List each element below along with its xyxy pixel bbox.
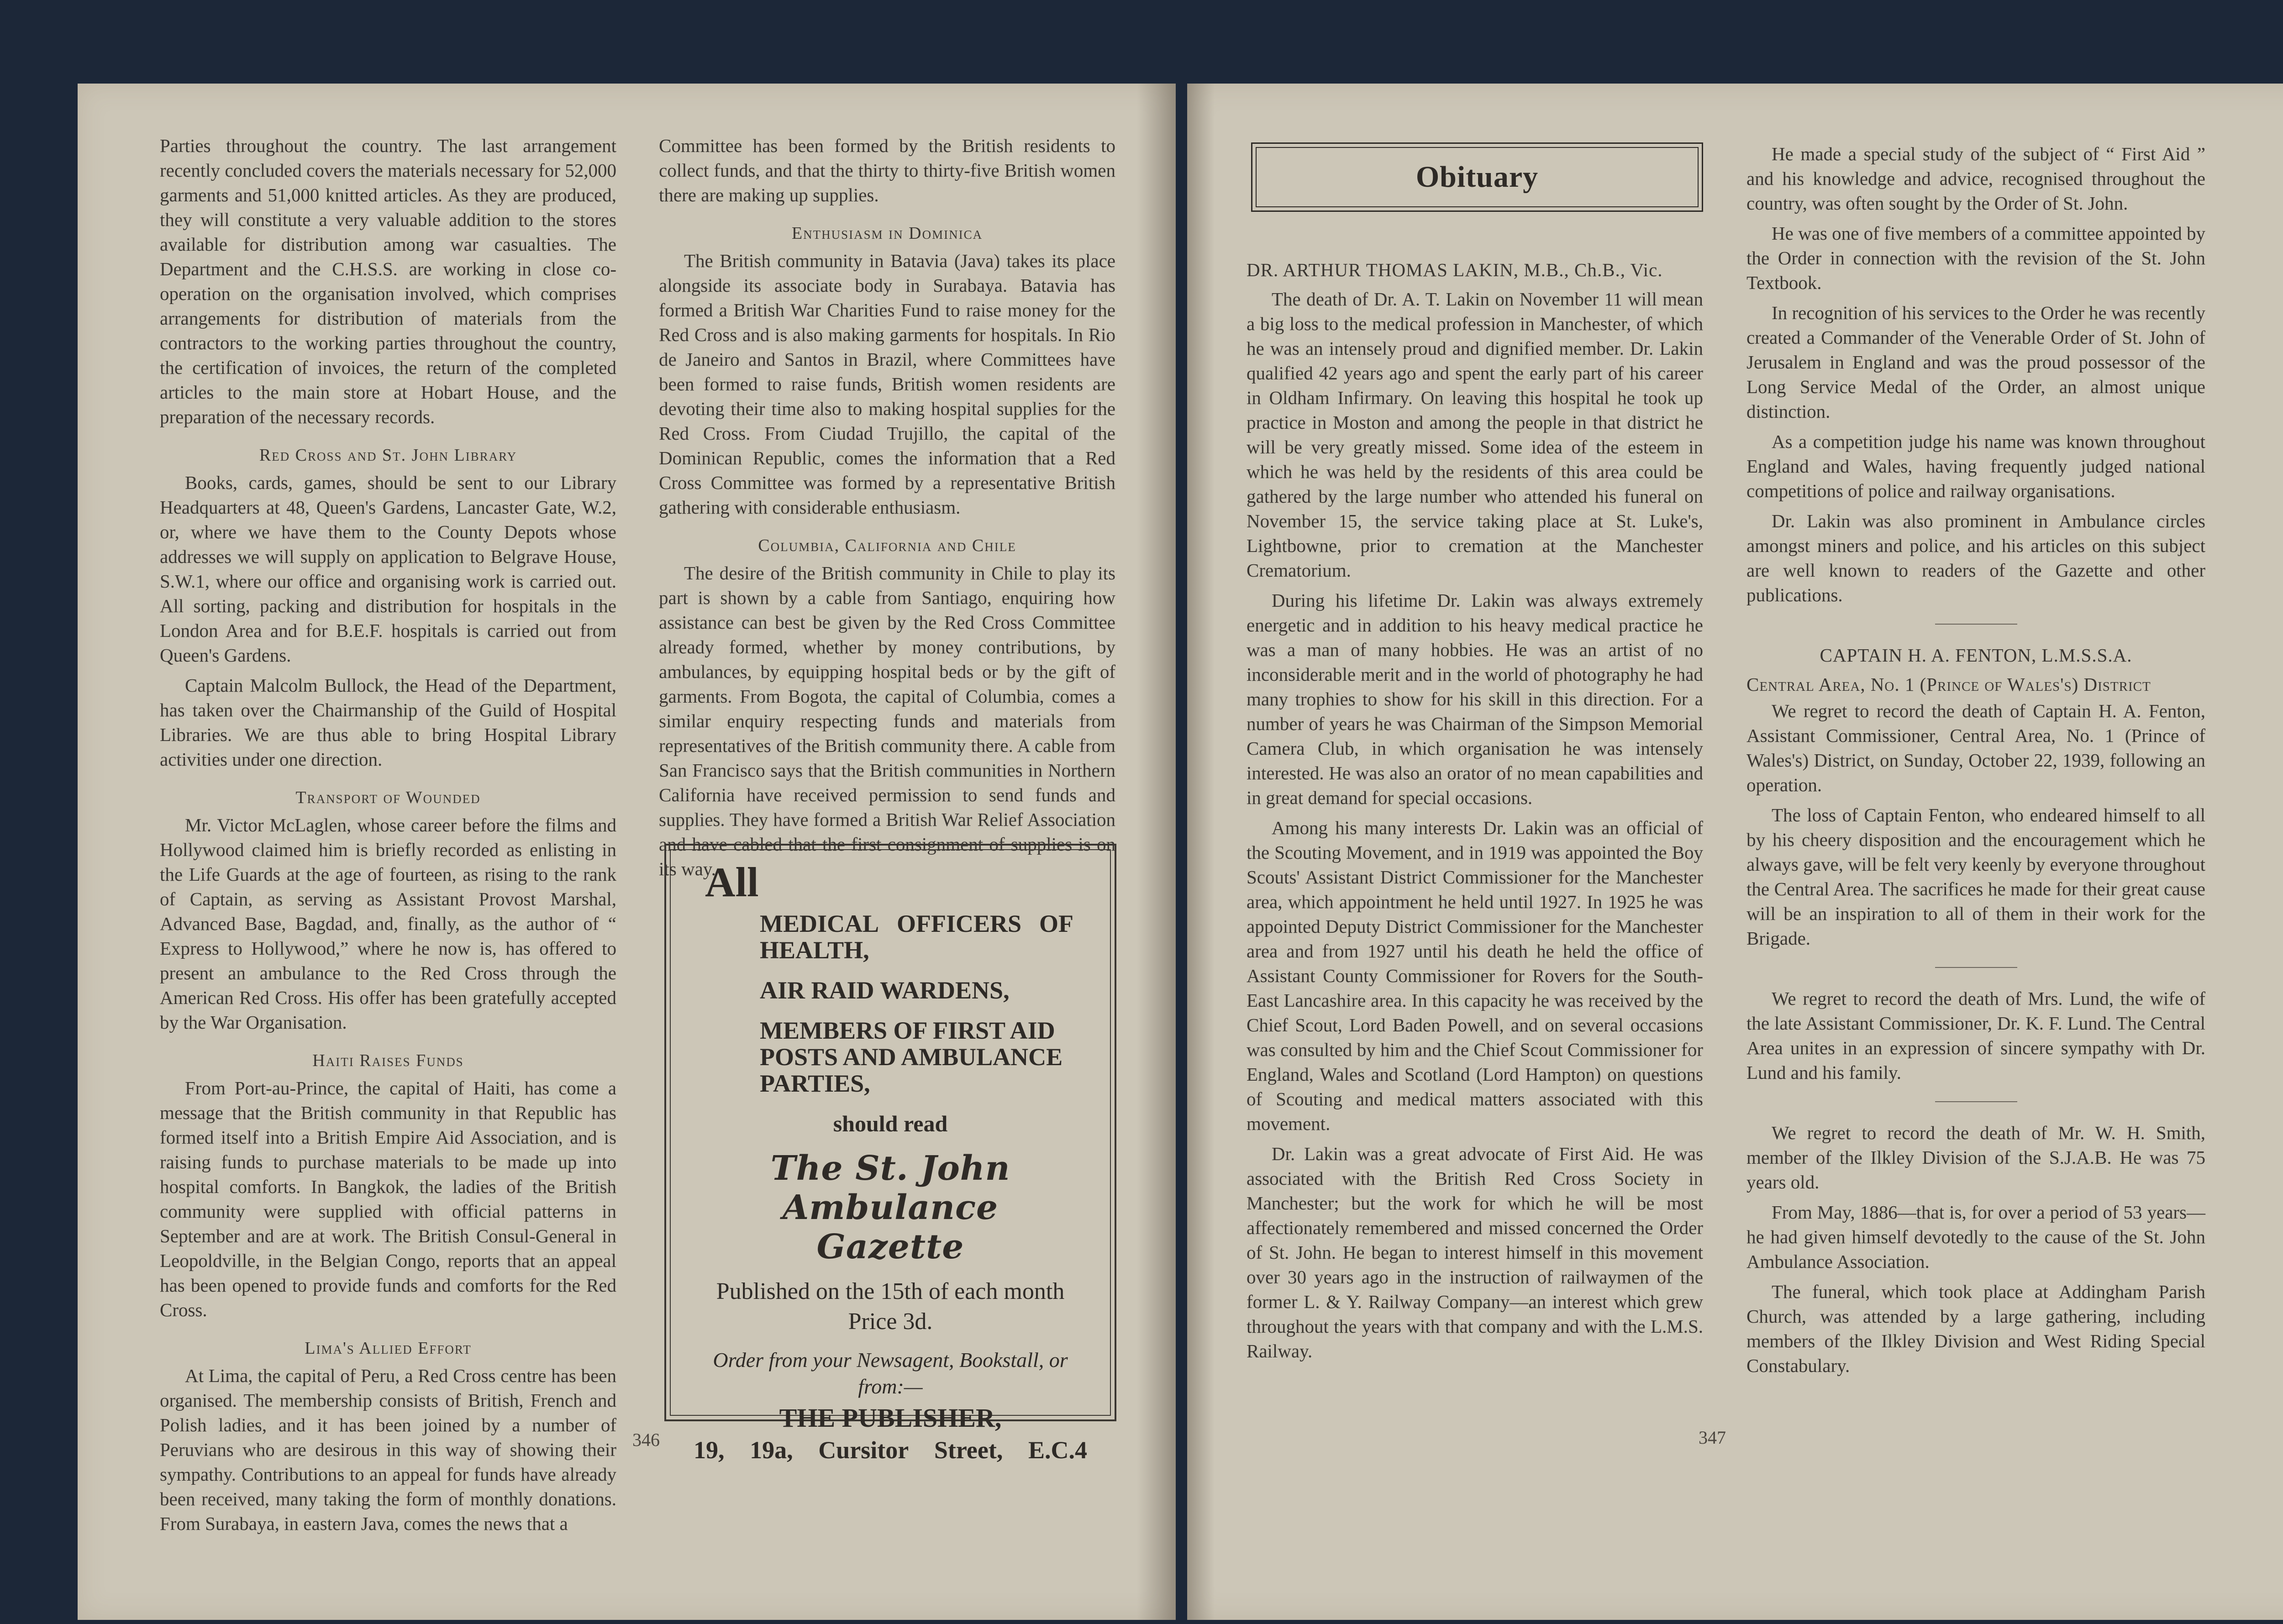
ad-gazette-name: The St. John Ambulance bbox=[770, 1149, 1010, 1227]
paragraph: From May, 1886—that is, for over a period of 53 years—he had given himself devotedly to the cause of the St. John Ambulance Association. bbox=[1746, 1202, 2205, 1272]
paragraph: Among his many interests Dr. Lakin was an official of the Scouting Movement, and in 1919 was appointed the Boy Scouts' Assistant District Commissioner for the Manchester area, which appointment he held until 1927. In 1925 he was appointed Deputy District Commissioner for the Manchester area and from 1927 until his death he held the office of Assistant County Commissioner for Rovers for the South-East Lancashire area. In this capacity he was received by the Chief Scout, Lord Baden Powell, and on several occasions was consulted by him and the Chief Scout Commissioner for England, Wales and Scotland (Lord Hampton) on questions of Scouting and medical matters associated with this movement. bbox=[1247, 817, 1703, 1134]
ad-line-parties: PARTIES, bbox=[760, 1070, 870, 1097]
paragraph: The desire of the British community in Chile to play its part is shown by a cable from Santiago, enquiring how assistance can best be given by the Red Cross Committee already formed, whether by money contributions, by ambulances, by equipping hospital beds or by the gift of garments. From Bogota, the capital of Columbia, comes a similar enquiry respecting funds and materials from representatives of the British community there. A cable from San Francisco says that the British communities in Northern California have received permission to send funds and supplies. They have formed a British War Relief Association and have cabled that the first consignment of supplies is on its way. bbox=[659, 562, 1115, 879]
gazette-advertisement bbox=[664, 844, 1116, 1464]
ad-published-line: Published on the 15th of each month bbox=[716, 1278, 1065, 1304]
ad-address bbox=[694, 1435, 1087, 1465]
paragraph: Books, cards, games, should be sent to our Library Headquarters at 48, Queen's Gardens, Lancaster Gate, W.2, or, where we have them to the County Depots whose addresses we will supply on application to Belgrave House, S.W.1, where our office and organising work is carried out. All sorting, packing and distribution for hospitals in the London Area and for B.E.F. hospitals is carried out from Queen's Gardens. bbox=[160, 472, 616, 666]
ad-address-part: Cursitor bbox=[818, 1436, 909, 1464]
paragraph: Committee has been formed by the British residents to collect funds, and that the thirty to thirty-five British women there are making up supplies. bbox=[659, 135, 1115, 205]
paragraph: The British community in Batavia (Java) takes its place alongside its associate body in Surabaya. Batavia has formed a British War Charities Fund to raise money for the Red Cross and is also making garments for hospitals. In Rio de Janeiro and Santos in Brazil, where Committees have been formed to raise funds, British women residents are devoting their time also to making hospital supplies for the Red Cross. From Ciudad Trujillo, the capital of the Dominican Republic, comes the information that a Red Cross Committee was formed by a representative British gathering with considerable enthusiasm. bbox=[659, 250, 1115, 518]
section-divider bbox=[1935, 967, 2017, 968]
ad-order-line-1: Order from your Newsagent, Bookstall, or bbox=[713, 1348, 1068, 1372]
paragraph: He made a special study of the subject of “ First Aid ” and his knowledge and advice, recognised throughout the country, was often sought by the Order of St. John. bbox=[1746, 143, 2205, 214]
paragraph: The death of Dr. A. T. Lakin on November 11 will mean a big loss to the medical profession in Manchester, of which he was an intensely proud and dignified member. Dr. Lakin qualified 42 years ago and spent the early part of his career in Oldham Infirmary. On leaving this hospital he took up practice in Moston and among the people in that district he will be very greatly missed. Some idea of the esteem in which he was held by the residents of this area could be gathered by the large number who attended his funeral on November 15, the service taking place at St. Luke's, Lightbowne, prior to cremation at the Manchester Crematorium. bbox=[1247, 289, 1703, 581]
ad-address-part: 19, bbox=[694, 1436, 725, 1464]
obituary-name-heading: DR. ARTHUR THOMAS LAKIN, M.B., Ch.B., Vic. bbox=[1247, 259, 1663, 280]
obituary-title: Obituary bbox=[1415, 160, 1539, 194]
section-heading: Transport of Wounded bbox=[295, 788, 481, 807]
paragraph: The loss of Captain Fenton, who endeared himself to all by his cheery disposition and the encouragement which he always gave, will be felt very keenly by everyone throughout the Central Area. The sacrifices he made for their great cause will be an inspiration to all of them in their work for the Brigade. bbox=[1746, 804, 2205, 949]
paragraph: Mr. Victor McLaglen, whose career before the films and Hollywood claimed him is briefly recorded as enlisting in the Life Guards at the age of fourteen, as rising to the rank of Captain, as serving as Assistant Provost Marshal, Advanced Base, Bagdad, and, finally, as the author of “ Express to Hollywood,” where he now is, has offered to present an ambulance to the Red Cross through the American Red Cross. His offer has been gratefully accepted by the War Organisation. bbox=[160, 815, 616, 1033]
ad-publisher: THE PUBLISHER, bbox=[779, 1403, 1002, 1433]
section-heading: Lima's Allied Effort bbox=[305, 1339, 472, 1358]
paragraph: At Lima, the capital of Peru, a Red Cross centre has been organised. The membership consists of British, French and Polish ladies, and it has been joined by a number of Peruvians who are desirous in this way of showing their sympathy. Contributions to an appeal for funds have already been received, many taking the form of monthly donations. From Surabaya, in eastern Java, comes the news that a bbox=[160, 1365, 616, 1534]
ad-line-medical bbox=[760, 910, 1073, 937]
paragraph: The funeral, which took place at Addingham Parish Church, was attended by a large gathering, including members of the Ilkley Division and West Riding Special Constabulary. bbox=[1746, 1281, 2205, 1376]
obituary-name-heading: CAPTAIN H. A. FENTON, L.M.S.S.A. bbox=[1820, 645, 2132, 666]
ad-word: OF bbox=[1039, 910, 1073, 937]
paragraph: In recognition of his services to the Order he was recently created a Commander of the Venerable Order of St. John of Jerusalem in England and was the proud possessor of the Long Service Medal of the Order, an almost unique distinction. bbox=[1746, 302, 2205, 422]
paragraph: As a competition judge his name was known throughout England and Wales, having frequently judged national competitions of police and railway organisations. bbox=[1746, 431, 2205, 501]
ad-word: MEDICAL bbox=[760, 910, 879, 937]
section-heading: Red Cross and St. John Library bbox=[259, 446, 517, 465]
ad-should-read: should read bbox=[833, 1111, 948, 1136]
paragraph: Parties throughout the country. The last arrangement recently concluded covers the materials necessary for 52,000 garments and 51,000 knitted articles. As they are produced, they will constitute a very valuable addition to the stores available for distribution among war casualties. The Department and the C.H.S.S. are working in close co-operation on the organisation involved, which comprises arrangements for distribution of materials from the contractors to the working parties throughout the country, the certification of invoices, the return of the completed articles to the main store at Hobart House, and the preparation of the necessary records. bbox=[160, 135, 616, 427]
paragraph: He was one of five members of a committee appointed by the Order in connection with the revision of the St. John Textbook. bbox=[1746, 223, 2205, 293]
right-column-2 bbox=[1746, 142, 2205, 1383]
page-number-left: 346 bbox=[632, 1430, 660, 1450]
right-column-1 bbox=[1247, 247, 1703, 1369]
paragraph: We regret to record the death of Mr. W. H. Smith, member of the Ilkley Division of the S.J.A.B. He was 75 years old. bbox=[1746, 1122, 2205, 1193]
obituary-subheading: Central Area, No. 1 (Prince of Wales's) District bbox=[1746, 674, 2151, 695]
section-divider bbox=[1935, 1101, 2017, 1102]
ad-gazette-word: Gazette bbox=[816, 1227, 964, 1267]
ad-address-part: E.C.4 bbox=[1028, 1436, 1087, 1464]
paragraph: During his lifetime Dr. Lakin was always extremely energetic and in addition to his heavy medical practice he was a man of many hobbies. He was an artist of no inconsiderable merit and in the world of photography he had many trophies to show for his skill in this direction. For a number of years he was Chairman of the Simpson Memorial Camera Club, in which organisation he was intensely interested. He was also an orator of no mean capabilities and in great demand for special occasions. bbox=[1247, 590, 1703, 808]
ad-price: Price 3d. bbox=[848, 1309, 933, 1335]
section-heading: Columbia, California and Chile bbox=[758, 536, 1016, 555]
paragraph: Captain Malcolm Bullock, the Head of the Department, has taken over the Chairmanship of the Guild of Hospital Libraries. We are thus able to bring Hospital Library activities under one direction. bbox=[160, 675, 616, 770]
advertisement-inner-frame bbox=[670, 849, 1111, 1464]
ad-line-wardens: AIR RAID WARDENS, bbox=[760, 977, 1010, 1004]
ad-line-health: HEALTH, bbox=[760, 936, 869, 964]
ad-all-heading: All bbox=[705, 859, 759, 905]
gutter-shadow-left bbox=[1137, 84, 1176, 1620]
gutter-shadow-right bbox=[1187, 84, 1215, 1620]
page-number-right: 347 bbox=[1699, 1427, 1726, 1448]
left-column-2 bbox=[659, 133, 1115, 887]
left-column-1 bbox=[160, 133, 616, 1541]
ad-order-line-2: from:— bbox=[858, 1375, 923, 1398]
paragraph: We regret to record the death of Captain H. A. Fenton, Assistant Commissioner, Central Area, No. 1 (Prince of Wales's) District, on Sunday, October 22, 1939, following an operation. bbox=[1746, 700, 2205, 795]
paragraph: Dr. Lakin was a great advocate of First Aid. He was associated with the British Red Cross Society in Manchester; but the work for which he will be most affectionately remembered and missed concerned the Order of St. John. He began to interest himself in this movement over 30 years ago in the instruction of railwaymen of the former L. & Y. Railway Company—an interest which grew throughout the years with that company and with the L.M.S. Railway. bbox=[1247, 1143, 1703, 1361]
ad-line-posts: POSTS AND AMBULANCE bbox=[760, 1043, 1063, 1071]
obituary-heading-inner bbox=[1256, 147, 1699, 207]
paragraph: From Port-au-Prince, the capital of Haiti, has come a message that the British community in that Republic has formed itself into a British Empire Aid Association, and is raising funds to purchase materials to be made up into hospital comforts. In Bangkok, the ladies of the British community were supplied with official patterns in September and are at work. The British Consul-General in Leopoldville, in the Belgian Congo, reports that an appeal has been opened to provide funds and comforts for the Red Cross. bbox=[160, 1077, 616, 1320]
section-divider bbox=[1935, 624, 2017, 625]
paragraph: Dr. Lakin was also prominent in Ambulance circles amongst miners and police, and his articles on this subject are well known to readers of the Gazette and other publications. bbox=[1746, 510, 2205, 605]
obituary-heading-box bbox=[1251, 142, 1703, 212]
ad-line-members: MEMBERS OF FIRST AID bbox=[760, 1017, 1055, 1044]
paragraph: We regret to record the death of Mrs. Lund, the wife of the late Assistant Commissioner, Dr. K. F. Lund. The Central Area unites in an expression of sincere sympathy with Dr. Lund and his family. bbox=[1746, 988, 2205, 1083]
ad-word: OFFICERS bbox=[896, 910, 1022, 937]
section-heading: Enthusiasm in Dominica bbox=[791, 224, 983, 243]
section-heading: Haiti Raises Funds bbox=[312, 1051, 464, 1070]
ad-address-part: 19a, bbox=[750, 1436, 793, 1464]
ad-address-part: Street, bbox=[934, 1436, 1003, 1464]
